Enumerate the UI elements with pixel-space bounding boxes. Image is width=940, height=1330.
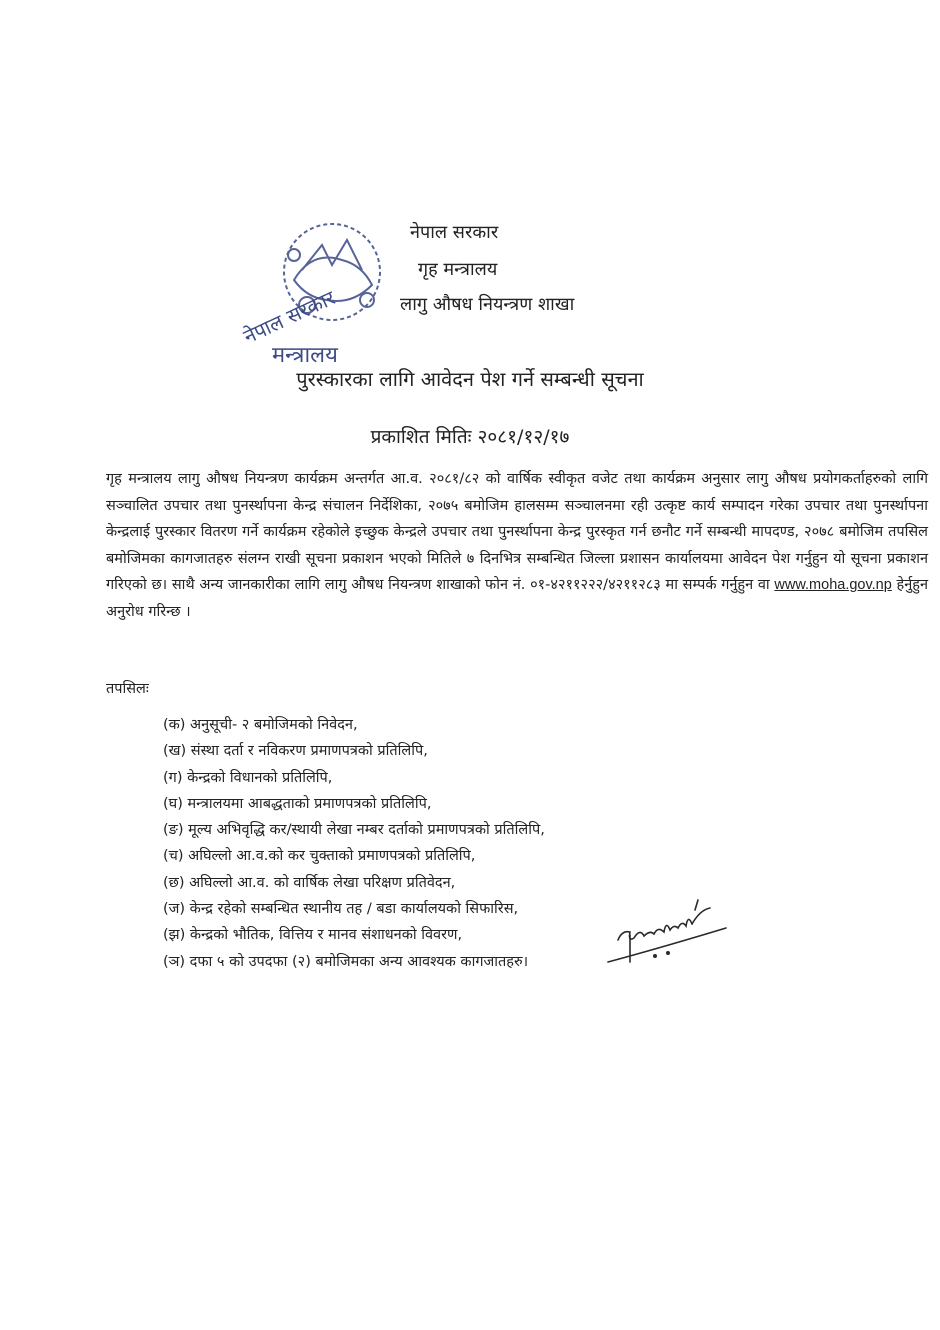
notice-body [106, 466, 928, 625]
body-text-end: हेर्नुहुन अनुरोध गरिन्छ । [106, 577, 929, 620]
list-item: (ग) केन्द्रको विधानको प्रतिलिपि, [163, 769, 333, 786]
header-section: लागु औषध नियन्त्रण शाखा [400, 294, 575, 315]
notice-title: पुरस्कारका लागि आवेदन पेश गर्ने सम्बन्धी सूचना [296, 367, 644, 391]
list-item: (छ) अघिल्लो आ.व. को वार्षिक लेखा परिक्षण प्रतिवेदन, [163, 874, 456, 891]
handwritten-signature [600, 890, 730, 970]
list-item: (क) अनुसूची- २ बमोजिमको निवेदन, [163, 717, 358, 733]
tapasil-label: तपसिलः [106, 681, 149, 697]
list-item: (ङ) मूल्य अभिवृद्धि कर/स्थायी लेखा नम्बर दर्ताको प्रमाणपत्रको प्रतिलिपि, [163, 822, 545, 839]
seal-text-1: नेपाल सरकार [239, 285, 339, 349]
seal-text-2: मन्त्रालय [272, 343, 338, 368]
list-item: (ञ) दफा ५ को उपदफा (२) बमोजिमका अन्य आवश्यक कागजातहरु। [163, 953, 529, 970]
body-text: गृह मन्त्रालय लागु औषध नियन्त्रण कार्यक्रम अन्तर्गत आ.व. २०८१/८२ को वार्षिक स्वीकृत वजेट तथा कार्यक्रम अनुसार लागु औषध प्रयोगकर्ताहरुको लागि सञ्चालित उपचार तथा पुनर्स्थापना केन्द्र संचालन निर्देशिका, २०७५ बमोजिम हालसम्म सञ्चालनमा रही उत्कृष्ट कार्य सम्पादन गरेका उपचार तथा पुनर्स्थापना केन्द्रलाई पुरस्कार वितरण गर्ने कार्यक्रम रहेकोले इच्छुक केन्द्रले उपचार तथा पुनर्स्थापना केन्द्र पुरस्कृत गर्न छनौट गर्ने सम्बन्धी मापदण्ड, २०७८ बमोजिम तपसिल बमोजिमका कागजातहरु संलग्न राखी सूचना प्रकाशन भएको मितिले ७ दिनभित्र सम्बन्धित जिल्ला प्रशासन कार्यालयमा आवेदन पेश गर्नुहुन यो सूचना प्रकाशन गरिएको छ। साथै अन्य जानकारीका लागि लागु औषध नियन्त्रण शाखाको फोन नं. ०१-४२११२२२/४२११२८३ मा सम्पर्क गर्नुहुन वा [106, 471, 928, 593]
document-list [163, 712, 545, 975]
list-item: (ख) संस्था दर्ता र नविकरण प्रमाणपत्रको प्रतिलिपि, [163, 743, 428, 760]
published-date: प्रकाशित मितिः २०८१/१२/१७ [370, 426, 570, 448]
list-item: (घ) मन्त्रालयमा आबद्धताको प्रमाणपत्रको प्रतिलिपि, [163, 795, 432, 812]
header-govt: नेपाल सरकार [410, 222, 499, 243]
list-item: (च) अघिल्लो आ.व.को कर चुक्ताको प्रमाणपत्रको प्रतिलिपि, [163, 848, 476, 865]
government-seal-stamp [232, 210, 407, 370]
header-ministry: गृह मन्त्रालय [418, 259, 498, 280]
moha-website-link[interactable]: www.moha.gov.np [774, 577, 892, 593]
list-item: (ज) केन्द्र रहेको सम्बन्धित स्थानीय तह / बडा कार्यालयको सिफारिस, [163, 901, 519, 918]
list-item: (झ) केन्द्रको भौतिक, वित्तिय र मानव संशाधनको विवरण, [163, 927, 463, 944]
